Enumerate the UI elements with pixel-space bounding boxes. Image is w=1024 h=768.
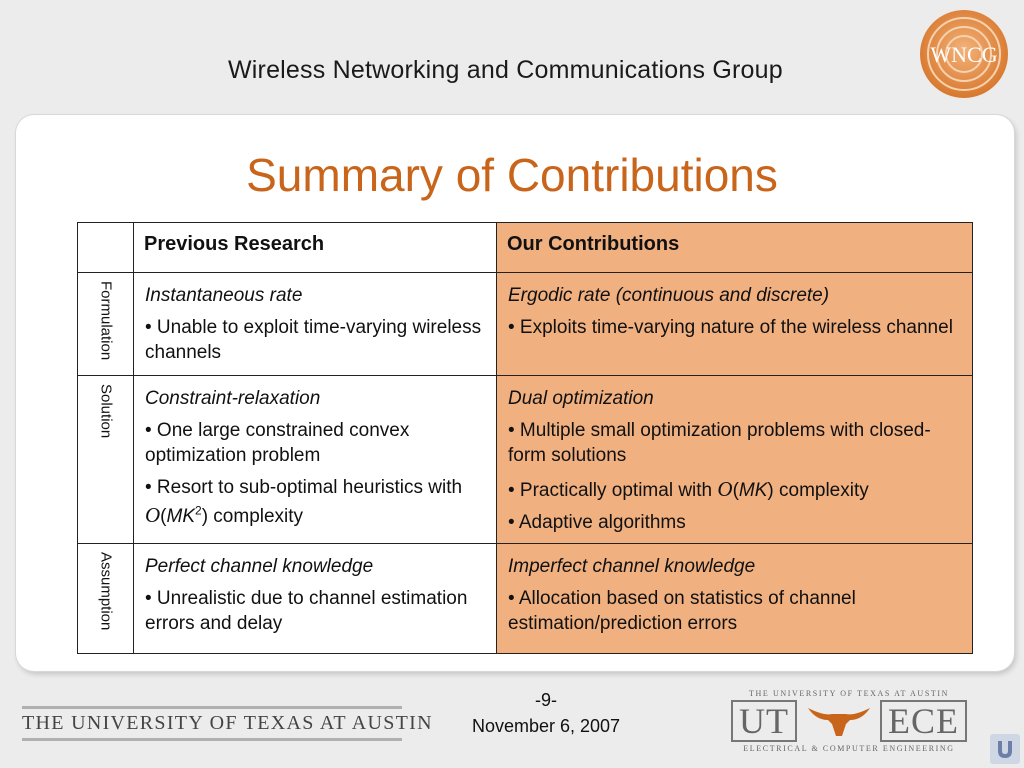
solution-contributions [497, 376, 973, 544]
assumption-previous [134, 544, 497, 654]
cell-heading: Perfect channel knowledge [145, 556, 374, 578]
cell-heading: Dual optimization [508, 388, 654, 409]
ut-ece-logo-ut: UT [731, 700, 797, 742]
ut-austin-text: THE UNIVERSITY OF TEXAS AT AUSTIN [22, 712, 433, 734]
cell-bullet: • Exploits time-varying nature of the wireless channel [508, 316, 953, 338]
page-number: -9- [535, 690, 557, 710]
assumption-contributions [497, 544, 973, 654]
row-label-solution: Solution [78, 376, 134, 544]
cell-bullet: • Multiple small optimization problems with closed-form solutions [508, 419, 931, 467]
cell-bullet: • One large constrained convex optimization problem [145, 419, 410, 467]
cell-heading: Imperfect channel knowledge [508, 556, 756, 578]
cell-heading: Constraint-relaxation [145, 388, 321, 409]
cell-bullet: • Unable to exploit time-varying wireless channels [145, 316, 482, 364]
cell-bullet: • Adaptive algorithms [508, 511, 686, 533]
cell-bullet-complexity: • Resort to sub-optimal heuristics with $O(MK^2)$ complexity [145, 476, 463, 527]
slide-date: November 6, 2007 [471, 716, 621, 736]
cell-bullet: • Unrealistic due to channel estimation errors and delay [145, 587, 468, 635]
table-row [78, 544, 973, 654]
row-label-formulation: Formulation [78, 273, 134, 376]
longhorn-icon [806, 702, 872, 740]
summary-table [77, 222, 973, 654]
ut-ece-logo-top: THE UNIVERSITY OF TEXAS AT AUSTIN [749, 689, 949, 698]
group-title: Wireless Networking and Communications Group [228, 56, 783, 84]
wncg-logo-graphic [918, 8, 1010, 100]
table-row [78, 376, 973, 544]
cell-bullet-complexity: • Practically optimal with O(MK) complexity [508, 476, 869, 501]
table-header-row [78, 223, 973, 273]
wncg-logo-text: WNCG [930, 42, 998, 67]
cell-heading: Ergodic rate (continuous and discrete) [508, 285, 830, 306]
header-previous-research: Previous Research [134, 223, 497, 273]
ut-ece-logo-ece: ECE [880, 700, 967, 742]
horseshoe-u-icon [990, 734, 1020, 764]
solution-previous [134, 376, 497, 544]
cell-heading: Instantaneous rate [145, 285, 303, 306]
slide-title: Summary of Contributions [246, 149, 778, 201]
cell-bullet: • Allocation based on statistics of channel estimation/prediction errors [508, 587, 856, 635]
header-our-contributions: Our Contributions [497, 223, 973, 273]
table-row [78, 273, 973, 376]
formulation-previous [134, 273, 497, 376]
ut-austin-wordmark [22, 706, 433, 740]
header-empty-cell [78, 223, 134, 273]
ut-ece-logo [731, 689, 967, 751]
ut-ece-logo-bottom: ELECTRICAL & COMPUTER ENGINEERING [743, 744, 955, 753]
row-label-assumption: Assumption [78, 544, 134, 654]
wncg-logo [918, 8, 1010, 100]
formulation-contributions [497, 273, 973, 376]
